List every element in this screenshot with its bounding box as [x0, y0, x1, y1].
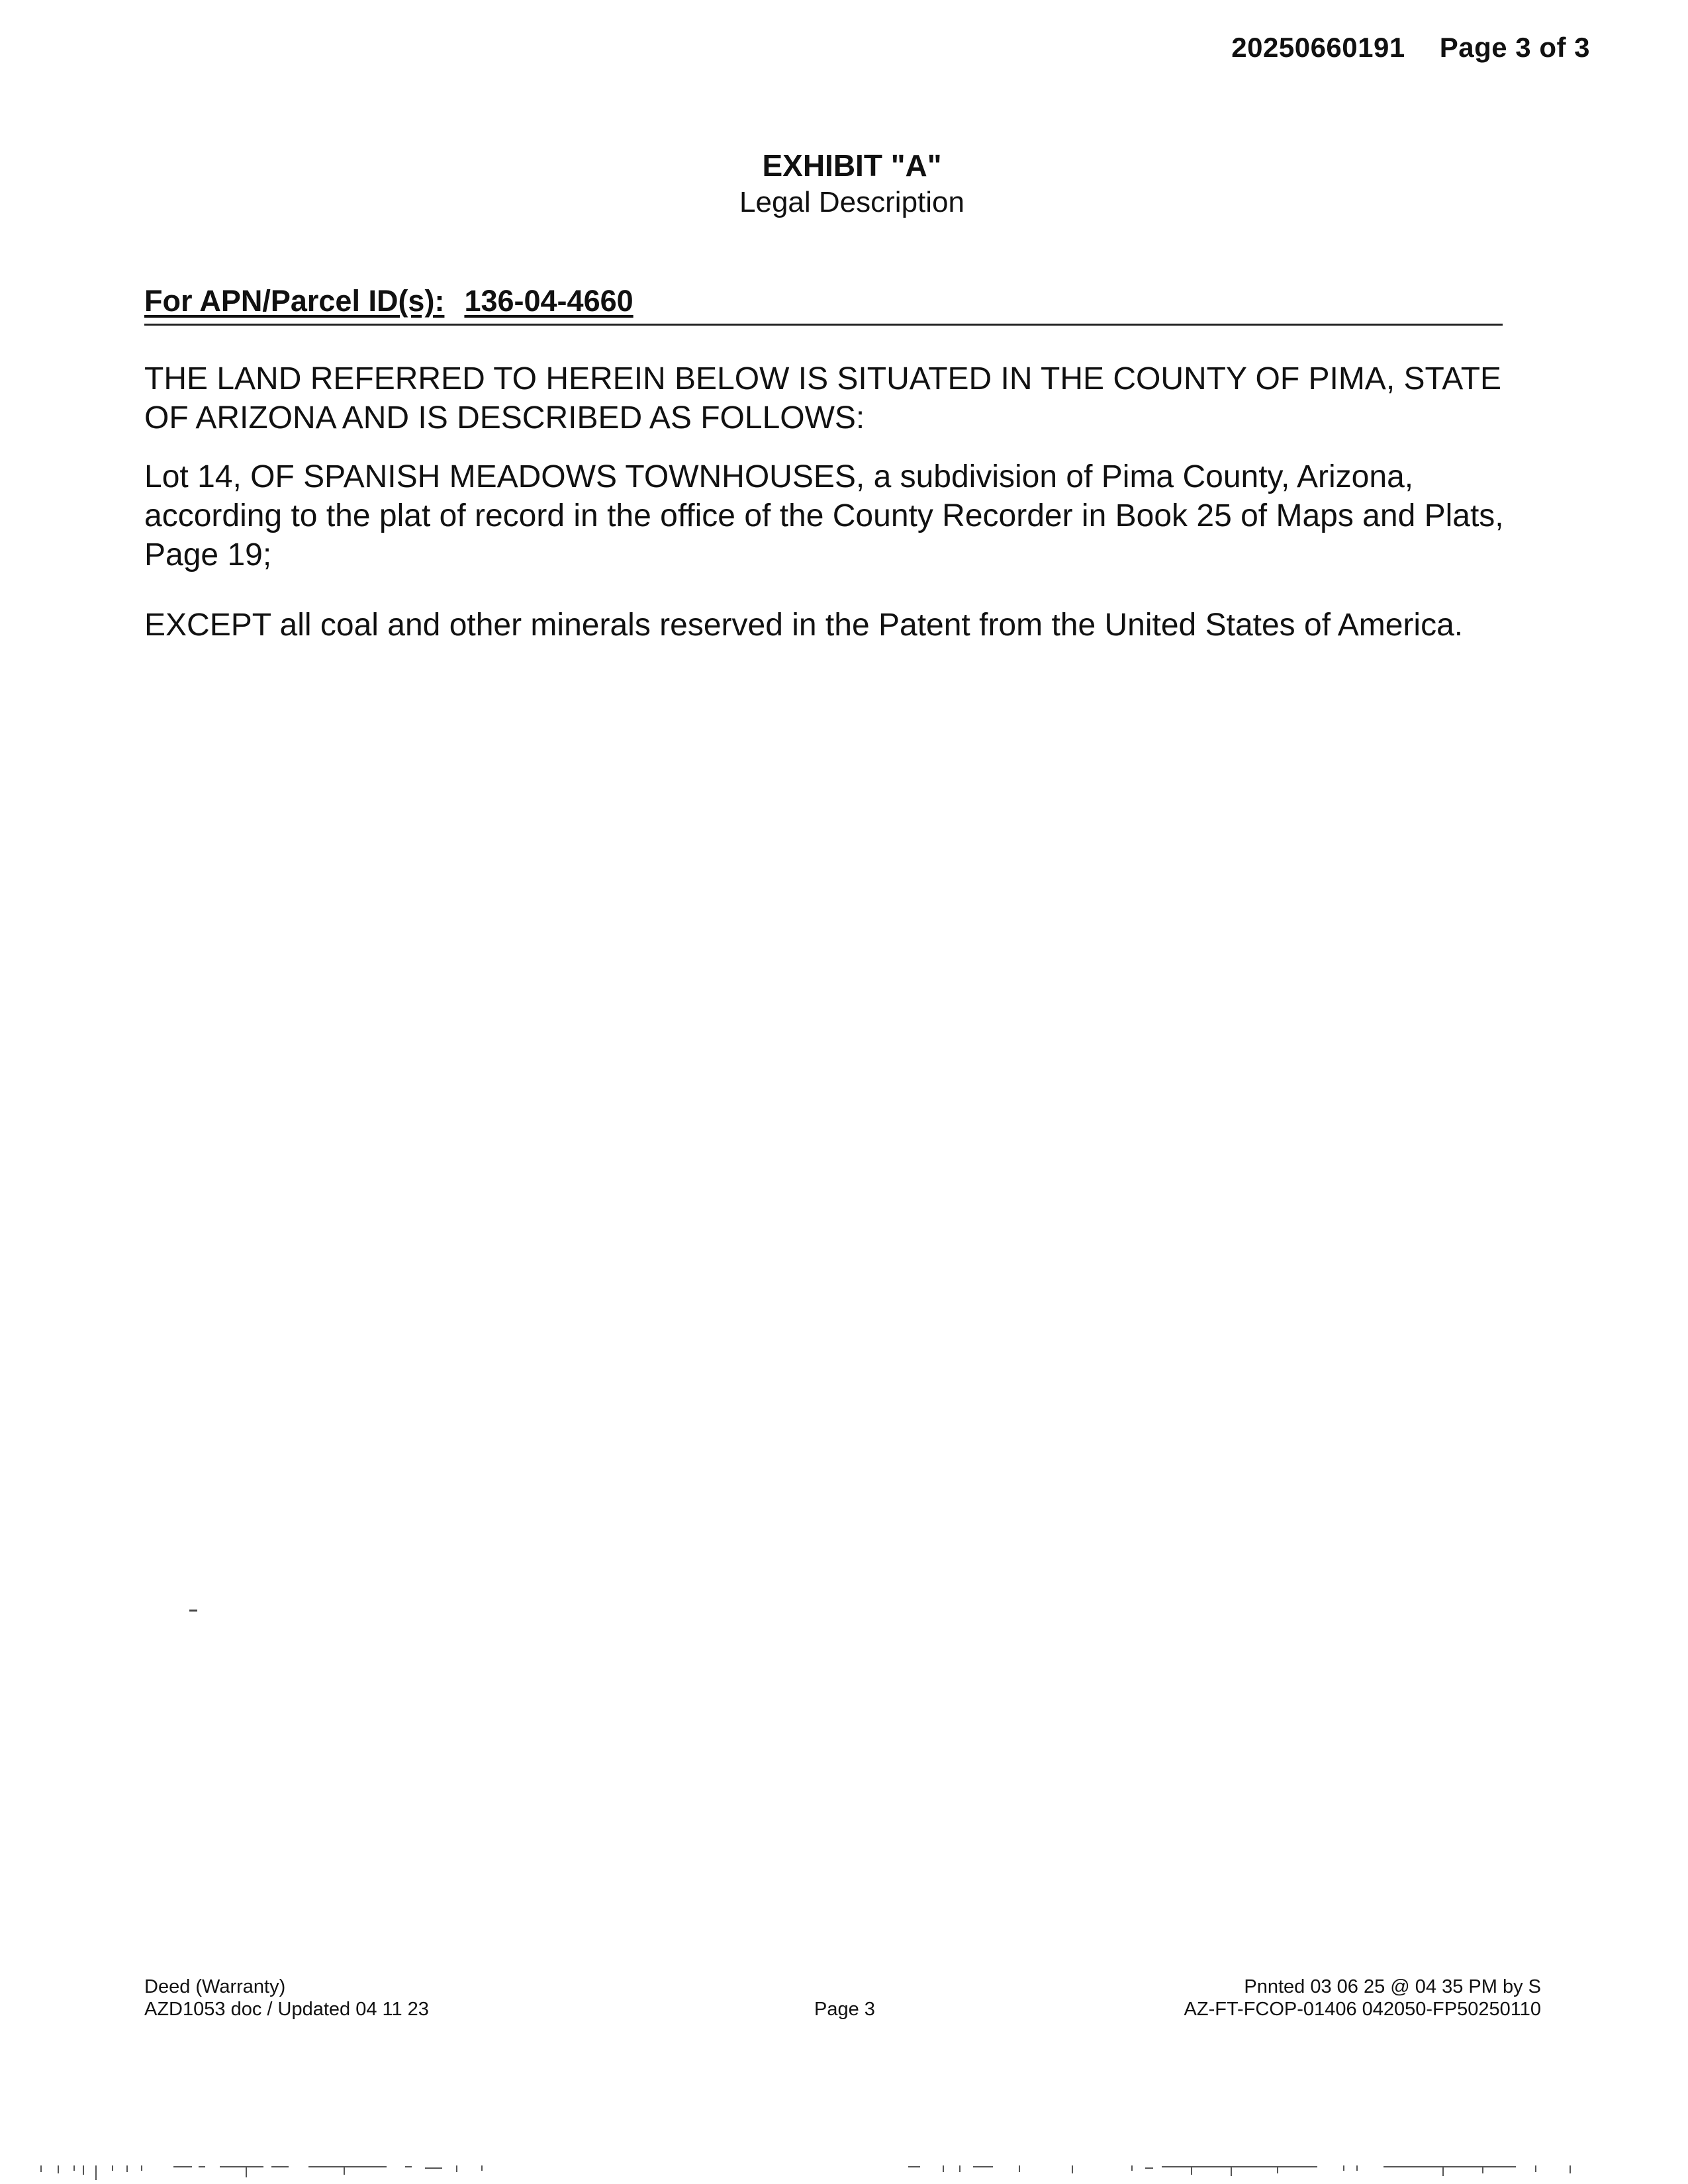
recording-reference — [1231, 32, 1590, 64]
parcel-id-label: For APN/Parcel ID(s): — [144, 284, 445, 318]
footer-form-type: Deed (Warranty) — [144, 1976, 286, 1997]
footer-form-code: AZD1053 doc / Updated 04 11 23 — [144, 1999, 429, 2020]
footer-form-info — [144, 1976, 429, 2021]
exhibit-title: EXHIBIT "A" — [762, 148, 942, 183]
footer-print-info — [1184, 1976, 1541, 2021]
parcel-id-value: 136-04-4660 — [464, 284, 633, 318]
situs-paragraph: THE LAND REFERRED TO HEREIN BELOW IS SITUATED IN THE COUNTY OF PIMA, STATE OF ARIZONA AND IS DESCRIBED AS FOLLOWS: — [144, 361, 1502, 435]
exhibit-subtitle: Legal Description — [739, 186, 964, 218]
mineral-exception-paragraph: EXCEPT all coal and other minerals reserved in the Patent from the United States of America. — [144, 608, 1464, 643]
lot-description-paragraph: Lot 14, OF SPANISH MEADOWS TOWNHOUSES, a subdivision of Pima County, Arizona, according to the plat of record in the office of the County Recorder in Book 25 of Maps and Plats, Page 19; — [144, 459, 1504, 572]
parcel-id-line — [144, 281, 1503, 326]
footer-page-number: Page 3 — [814, 1999, 875, 2020]
scan-mark — [189, 1610, 197, 1612]
scan-artifact-strip — [0, 2164, 1688, 2184]
footer-file-code: AZ-FT-FCOP-01406 042050-FP50250110 — [1184, 1999, 1541, 2020]
footer-printed-stamp: Pnnted 03 06 25 @ 04 35 PM by S — [1244, 1976, 1541, 1997]
exhibit-heading — [0, 147, 1688, 221]
recording-number: 20250660191 — [1231, 32, 1405, 63]
page-reference: Page 3 of 3 — [1439, 32, 1590, 63]
